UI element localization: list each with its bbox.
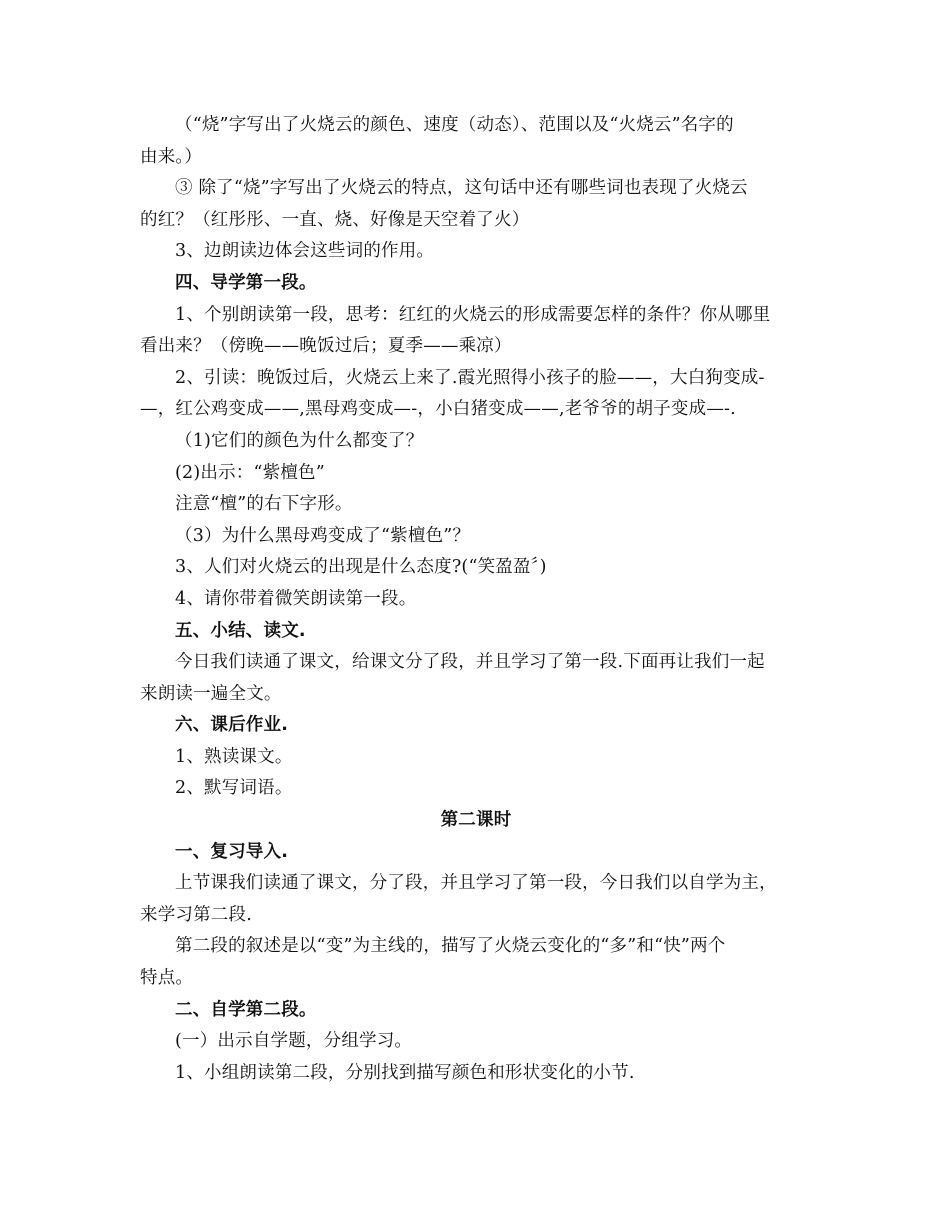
paragraph-line: 1、小组朗读第二段，分别找到描写颜色和形状变化的小节. [175,1062,635,1083]
paragraph-line: 上节课我们读通了课文，分了段，并且学习了第一段，今日我们以自学为主， [175,873,777,894]
section-heading: 一、复习导入. [175,841,289,862]
paragraph-line: （“烧”字写出了火烧云的颜色、速度（动态）、范围以及“火烧云”名字的 [175,115,734,135]
section-heading: 五、小结、读文. [175,620,306,641]
lesson-title: 第二课时 [440,810,512,831]
paragraph-line: 看出来？（傍晚——晚饭过后；夏季——乘凉） [140,336,512,357]
section-heading: 四、导学第一段。 [175,272,317,293]
document-body [140,110,812,1089]
paragraph-line: 来学习第二段. [140,904,252,925]
section-heading: 六、课后作业. [175,715,289,736]
paragraph-line: —，红公鸡变成——,黑母鸡变成—-，小白猪变成——,老爷爷的胡子变成—-. [140,399,736,420]
paragraph-line: （3）为什么黑母鸡变成了“紫檀色”？ [175,525,471,546]
paragraph-line: 今日我们读通了课文，给课文分了段，并且学习了第一段.下面再让我们一起 [175,652,765,673]
section-heading: 二、自学第二段。 [175,999,317,1020]
paragraph-line: 注意“檀”的右下字形。 [175,494,353,515]
paragraph-line: 2、默写词语。 [175,778,293,799]
paragraph-line: 来朗读一遍全文。 [140,683,282,704]
paragraph-line: 3、人们对火烧云的出现是什么态度?(“笑盈盈〞) [175,557,547,578]
paragraph-line: 第二段的叙述是以“变”为主线的，描写了火烧云变化的“多”和“快”两个 [175,936,726,957]
paragraph-line: (2)出示：“紫檀色” [175,462,325,483]
paragraph-line: 特点。 [140,968,194,989]
paragraph-line: 的红？（红彤彤、一直、烧、好像是天空着了火） [140,209,530,230]
paragraph-line: 1、个别朗读第一段，思考：红红的火烧云的形成需要怎样的条件？你从哪里 [175,304,771,325]
paragraph-line: 由来。） [140,146,203,167]
paragraph-line: 4、请你带着微笑朗读第一段。 [175,588,417,609]
paragraph-line: 1、熟读课文。 [175,746,293,767]
paragraph-line: 3、边朗读边体会这些词的作用。 [175,241,435,262]
paragraph-line: ③ 除了“烧”字写出了火烧云的特点，这句话中还有哪些词也表现了火烧云 [175,178,748,199]
paragraph-line: (一）出示自学题，分组学习。 [175,1031,413,1052]
paragraph-line: （1)它们的颜色为什么都变了？ [175,430,424,451]
paragraph-line: 2、引读：晚饭过后，火烧云上来了.霞光照得小孩子的脸——，大白狗变成- [175,367,765,388]
